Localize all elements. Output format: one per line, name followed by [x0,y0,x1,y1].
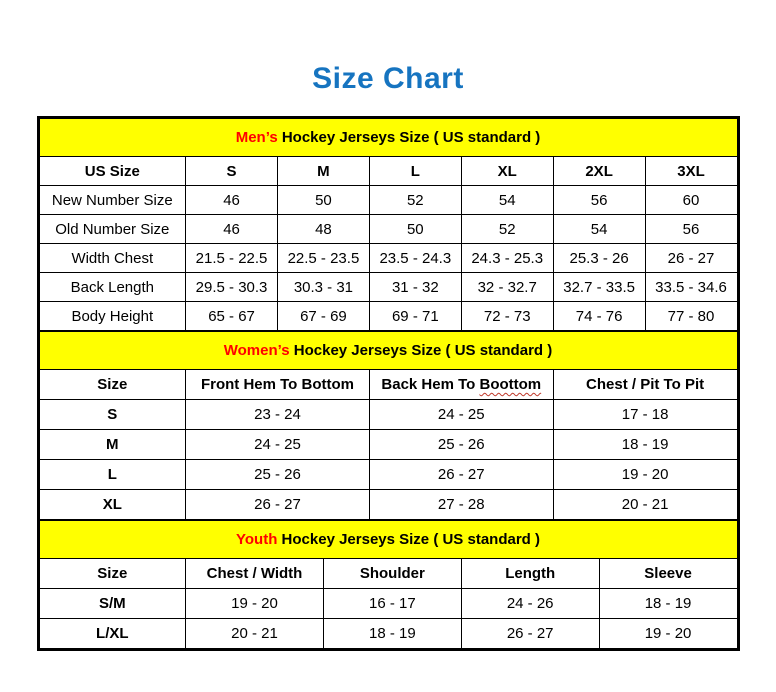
column-header-row [39,157,737,186]
value-cell: 20 - 21 [186,619,324,649]
value-cell: 18 - 19 [553,430,737,460]
section-banner-row [39,521,737,559]
table-row [39,460,737,490]
value-cell: 46 [186,215,278,244]
row-label-cell: L [39,460,186,490]
value-cell: 56 [645,215,737,244]
value-cell: 18 - 19 [599,589,737,619]
section-banner-row [39,332,737,370]
value-cell: 65 - 67 [186,302,278,331]
column-header-cell: Back Hem To Boottom [369,370,553,400]
table-row [39,215,737,244]
value-cell: 25 - 26 [186,460,370,490]
value-cell: 32.7 - 33.5 [553,273,645,302]
value-cell: 77 - 80 [645,302,737,331]
value-cell: 69 - 71 [369,302,461,331]
value-cell: 24.3 - 25.3 [461,244,553,273]
value-cell: 26 - 27 [645,244,737,273]
size-table-womens [39,331,738,520]
value-cell: 22.5 - 23.5 [277,244,369,273]
value-cell: 29.5 - 30.3 [186,273,278,302]
value-cell: 26 - 27 [186,490,370,520]
column-header-cell: S [186,157,278,186]
value-cell: 23.5 - 24.3 [369,244,461,273]
value-cell: 54 [553,215,645,244]
column-header-cell: M [277,157,369,186]
column-header-row [39,559,737,589]
value-cell: 67 - 69 [277,302,369,331]
row-label-cell: S [39,400,186,430]
value-cell: 74 - 76 [553,302,645,331]
value-cell: 48 [277,215,369,244]
column-header-cell: 3XL [645,157,737,186]
value-cell: 16 - 17 [323,589,461,619]
misspelled-word: Boottom [479,376,542,393]
value-cell: 33.5 - 34.6 [645,273,737,302]
value-cell: 50 [369,215,461,244]
banner-accent-text: Women’s [223,342,290,359]
table-row [39,619,737,649]
size-chart-tables [37,116,740,651]
row-label-cell: XL [39,490,186,520]
section-banner-youth: Youth Hockey Jerseys Size ( US standard ) [39,521,737,559]
size-table-youth [39,520,738,649]
table-row [39,430,737,460]
table-row [39,186,737,215]
value-cell: 25.3 - 26 [553,244,645,273]
value-cell: 20 - 21 [553,490,737,520]
value-cell: 54 [461,186,553,215]
row-label-cell: L/XL [39,619,186,649]
value-cell: 32 - 32.7 [461,273,553,302]
column-header-cell: 2XL [553,157,645,186]
value-cell: 31 - 32 [369,273,461,302]
value-cell: 17 - 18 [553,400,737,430]
page-title: Size Chart [312,62,464,95]
value-cell: 46 [186,186,278,215]
table-row [39,490,737,520]
row-label-cell: Old Number Size [39,215,186,244]
row-label-cell: New Number Size [39,186,186,215]
table-row [39,302,737,331]
column-header-cell: XL [461,157,553,186]
value-cell: 24 - 26 [461,589,599,619]
value-cell: 19 - 20 [553,460,737,490]
column-header-cell: Chest / Pit To Pit [553,370,737,400]
value-cell: 30.3 - 31 [277,273,369,302]
row-label-cell: S/M [39,589,186,619]
row-label-cell: M [39,430,186,460]
column-header-cell: Size [39,559,186,589]
column-header-cell: Size [39,370,186,400]
banner-accent-text: Men’s [235,129,278,146]
value-cell: 26 - 27 [369,460,553,490]
value-cell: 26 - 27 [461,619,599,649]
value-cell: 24 - 25 [369,400,553,430]
value-cell: 19 - 20 [599,619,737,649]
value-cell: 50 [277,186,369,215]
size-table-mens [39,118,738,331]
value-cell: 21.5 - 22.5 [186,244,278,273]
value-cell: 24 - 25 [186,430,370,460]
table-row [39,244,737,273]
column-header-row [39,370,737,400]
column-header-cell: US Size [39,157,186,186]
value-cell: 18 - 19 [323,619,461,649]
value-cell: 25 - 26 [369,430,553,460]
row-label-cell: Back Length [39,273,186,302]
value-cell: 52 [461,215,553,244]
value-cell: 60 [645,186,737,215]
column-header-cell: Front Hem To Bottom [186,370,370,400]
value-cell: 56 [553,186,645,215]
section-banner-mens: Men’s Hockey Jerseys Size ( US standard ) [39,119,737,157]
column-header-cell: Sleeve [599,559,737,589]
column-header-cell: Chest / Width [186,559,324,589]
value-cell: 27 - 28 [369,490,553,520]
banner-accent-text: Youth [236,531,278,548]
section-banner-womens: Women’s Hockey Jerseys Size ( US standard ) [39,332,737,370]
table-row [39,589,737,619]
value-cell: 52 [369,186,461,215]
column-header-cell: L [369,157,461,186]
row-label-cell: Body Height [39,302,186,331]
section-banner-row [39,119,737,157]
column-header-cell: Length [461,559,599,589]
value-cell: 19 - 20 [186,589,324,619]
table-row [39,400,737,430]
column-header-cell: Shoulder [323,559,461,589]
value-cell: 23 - 24 [186,400,370,430]
value-cell: 72 - 73 [461,302,553,331]
row-label-cell: Width Chest [39,244,186,273]
table-row [39,273,737,302]
